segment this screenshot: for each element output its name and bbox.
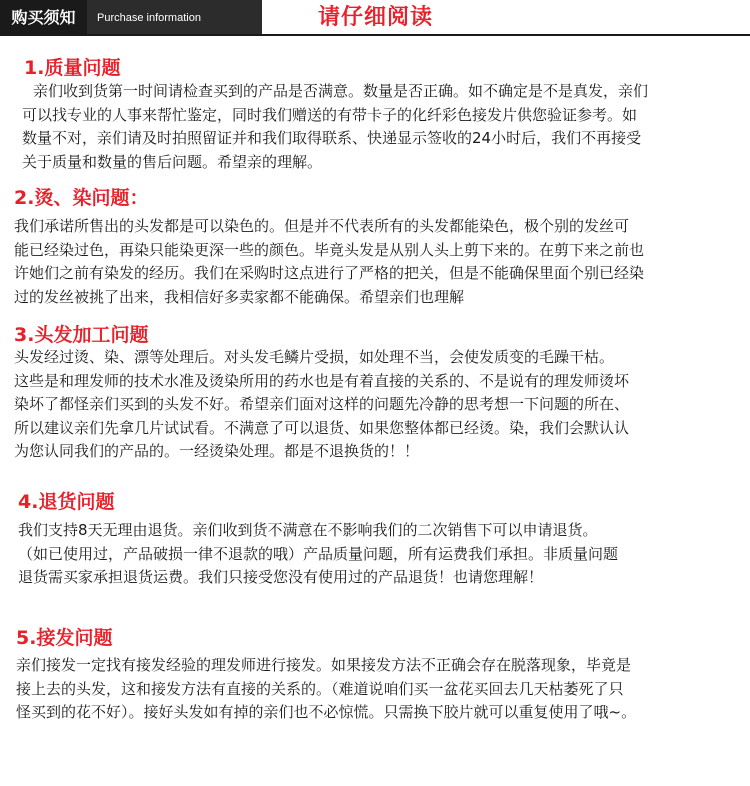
text-line: 退货需买家承担退货运费。我们只接受您没有使用过的产品退货！也请您理解！ bbox=[18, 568, 544, 586]
purchase-tab-label: 购买须知 bbox=[0, 0, 87, 36]
section-body-returns bbox=[18, 519, 738, 590]
text-line: 可以找专业的人事来帮忙鉴定，同时我们赠送的有带卡子的化纤彩色接发片供您验证参考。如 bbox=[22, 105, 638, 124]
text-line: 关于质量和数量的售后问题。希望亲的理解。 bbox=[22, 152, 323, 171]
section-body-dye bbox=[14, 215, 739, 309]
text-line: 怪买到的花不好）。接好头发如有掉的亲们也不必惊慌。只需换下胶片就可以重复使用了哦~。 bbox=[16, 703, 637, 721]
section-heading-quality: 1.质量问题 bbox=[24, 57, 121, 79]
section-heading-processing: 3.头发加工问题 bbox=[14, 324, 149, 346]
text-line: 染坏了都怪亲们买到的头发不好。希望亲们面对这样的问题先冷静的思考想一下问题的所在、 bbox=[14, 395, 630, 413]
text-line: 亲们接发一定找有接发经验的理发师进行接发。如果接发方法不正确会存在脱落现象，毕竟是 bbox=[16, 656, 632, 674]
header-divider bbox=[0, 34, 750, 36]
text-line: 所以建议亲们先拿几片试试看。不满意了可以退货、如果您整体都已经烫。染，我们会默认认 bbox=[14, 418, 630, 437]
header-bar bbox=[0, 0, 750, 36]
section-heading-returns: 4.退货问题 bbox=[18, 491, 115, 513]
section-heading-extension: 5.接发问题 bbox=[16, 627, 113, 649]
text-line: 过的发丝被挑了出来，我相信好多卖家都不能确保。希望亲们也理解 bbox=[14, 287, 465, 306]
section-body-extension bbox=[16, 654, 741, 725]
text-line: 接上去的头发，这和接发方法有直接的关系的。（难道说咱们买一盆花买回去几天枯萎死了只 bbox=[16, 679, 624, 698]
text-line: 数量不对，亲们请及时拍照留证并和我们取得联系、快递显示签收的24小时后，我们不再接受 bbox=[22, 129, 642, 147]
section-heading-dye: 2.烫、染问题： bbox=[14, 187, 149, 209]
purchase-tab-subtitle: Purchase information bbox=[87, 0, 262, 36]
section-body-processing bbox=[14, 346, 739, 464]
text-line: （如已使用过，产品破损一律不退款的哦）产品质量问题，所有运费我们承担。非质量问题 bbox=[18, 544, 619, 563]
text-line: 这些是和理发师的技术水准及烫染所用的药水也是有着直接的关系的、不是说有的理发师烫坏 bbox=[14, 371, 630, 390]
text-line: 我们支持8天无理由退货。亲们收到货不满意在不影响我们的二次销售下可以申请退货。 bbox=[18, 521, 598, 539]
text-line: 能已经染过色，再染只能染更深一些的颜色。毕竟头发是从别人头上剪下来的。在剪下来之前也 bbox=[14, 240, 645, 259]
text-line: 我们承诺所售出的头发都是可以染色的。但是并不代表所有的头发都能染色，极个别的发丝可 bbox=[14, 217, 630, 235]
text-line: 许她们之前有染发的经历。我们在采购时这点进行了严格的把关，但是不能确保里面个别已经染 bbox=[14, 264, 645, 282]
page-title: 请仔细阅读 bbox=[318, 5, 434, 30]
text-line: 头发经过烫、染、漂等处理后。对头发毛鳞片受损，如处理不当，会使发质变的毛躁干枯。 bbox=[14, 348, 615, 366]
text-line: 亲们收到货第一时间请检查买到的产品是否满意。数量是否正确。如不确定是不是真发，亲们 bbox=[33, 82, 649, 100]
text-line: 为您认同我们的产品的。一经烫染处理。都是不退换货的！！ bbox=[14, 442, 420, 460]
section-body-quality bbox=[22, 80, 742, 174]
